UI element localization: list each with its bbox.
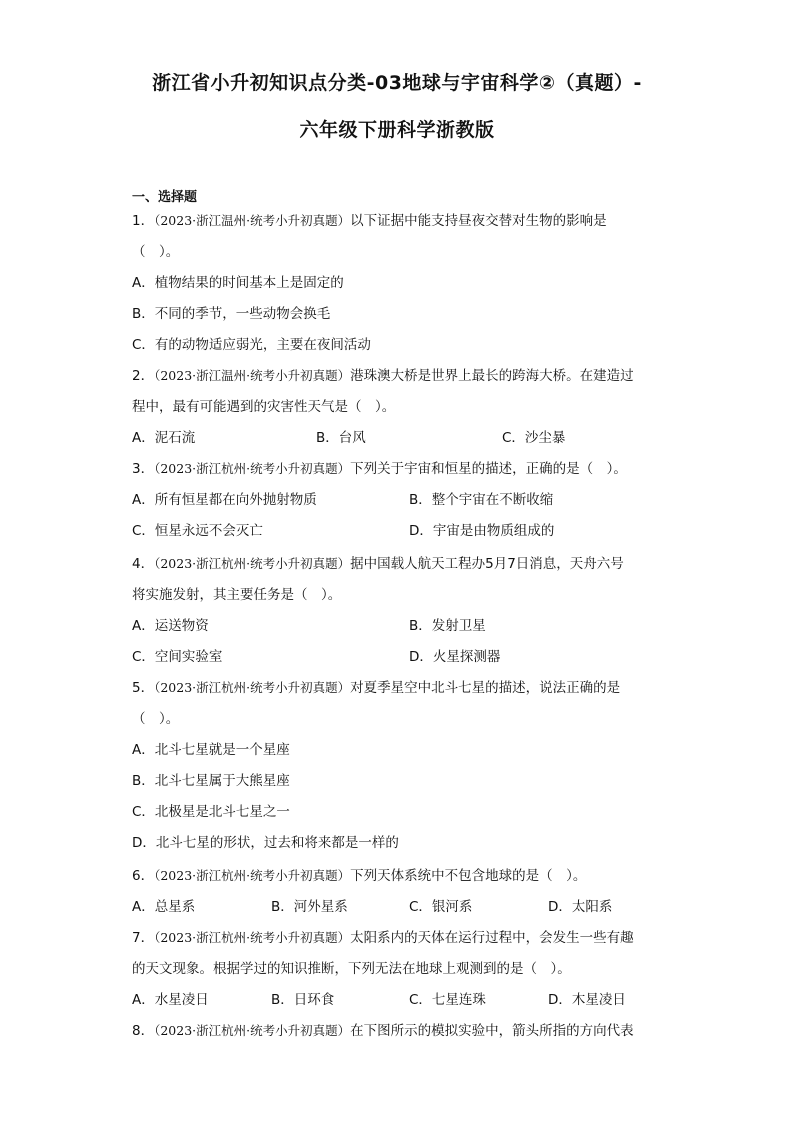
page-title-line-1: 浙江省小升初知识点分类-03地球与宇宙科学②（真题）- xyxy=(152,72,642,94)
question-7-option-c: C．七星连珠 xyxy=(409,992,486,1008)
question-2-option-a: A．泥石流 xyxy=(132,430,196,446)
question-4-option-b: B．发射卫星 xyxy=(409,618,486,634)
question-3-line-1: 3．（2023·浙江杭州·统考小升初真题）下列关于宇宙和恒星的描述，正确的是（ ）。 xyxy=(132,461,627,477)
question-6-option-d: D．太阳系 xyxy=(548,899,613,915)
question-4-option-c: C．空间实验室 xyxy=(132,649,223,665)
question-3-option-b: B．整个宇宙在不断收缩 xyxy=(409,492,554,508)
question-5-line-1: 5．（2023·浙江杭州·统考小升初真题）对夏季星空中北斗七星的描述，说法正确的是 xyxy=(132,680,621,696)
question-4-option-d: D．火星探测器 xyxy=(409,649,501,665)
question-5-option-a: A．北斗七星就是一个星座 xyxy=(132,742,290,758)
question-6-option-b: B．河外星系 xyxy=(271,899,348,915)
question-7-line-1: 7．（2023·浙江杭州·统考小升初真题）太阳系内的天体在运行过程中，会发生一些有趣 xyxy=(132,930,634,946)
question-8-line-1: 8．（2023·浙江杭州·统考小升初真题）在下图所示的模拟实验中，箭头所指的方向代表 xyxy=(132,1023,634,1039)
question-7-option-b: B．日环食 xyxy=(271,992,335,1008)
question-1-line-2: （ ）。 xyxy=(132,244,180,260)
section-heading: 一、选择题 xyxy=(132,190,198,205)
question-6-option-a: A．总星系 xyxy=(132,899,196,915)
question-5-option-b: B．北斗七星属于大熊星座 xyxy=(132,773,290,789)
question-7-option-a: A．水星凌日 xyxy=(132,992,209,1008)
question-5-option-c: C．北极星是北斗七星之一 xyxy=(132,804,290,820)
question-3-option-c: C．恒星永远不会灭亡 xyxy=(132,523,263,539)
question-3-option-d: D．宇宙是由物质组成的 xyxy=(409,523,555,539)
question-7-option-d: D．木星凌日 xyxy=(548,992,626,1008)
question-1-option-a: A．植物结果的时间基本上是固定的 xyxy=(132,275,344,291)
question-1-line-1: 1．（2023·浙江温州·统考小升初真题）以下证据中能支持昼夜交替对生物的影响是 xyxy=(132,213,607,229)
question-6-option-c: C．银河系 xyxy=(409,899,473,915)
question-4-line-1: 4．（2023·浙江杭州·统考小升初真题）据中国载人航天工程办5月7日消息，天舟六号 xyxy=(132,556,624,572)
question-7-line-2: 的天文现象。根据学过的知识推断，下列无法在地球上观测到的是（ ）。 xyxy=(132,961,571,977)
question-4-option-a: A．运送物资 xyxy=(132,618,209,634)
question-2-line-1: 2．（2023·浙江温州·统考小升初真题）港珠澳大桥是世界上最长的跨海大桥。在建造过 xyxy=(132,368,634,384)
question-4-line-2: 将实施发射，其主要任务是（ ）。 xyxy=(132,587,342,603)
question-5-line-2: （ ）。 xyxy=(132,711,180,727)
question-1-option-c: C．有的动物适应弱光，主要在夜间活动 xyxy=(132,337,371,353)
question-2-option-c: C．沙尘暴 xyxy=(502,430,566,446)
question-1-option-b: B．不同的季节，一些动物会换毛 xyxy=(132,306,331,322)
question-2-line-2: 程中，最有可能遇到的灾害性天气是（ ）。 xyxy=(132,399,396,415)
question-2-option-b: B．台风 xyxy=(316,430,366,446)
page-title-line-2: 六年级下册科学浙教版 xyxy=(299,119,495,141)
question-6-line-1: 6．（2023·浙江杭州·统考小升初真题）下列天体系统中不包含地球的是（ ）。 xyxy=(132,868,587,884)
question-5-option-d: D．北斗七星的形状，过去和将来都是一样的 xyxy=(132,835,399,851)
question-3-option-a: A．所有恒星都在向外抛射物质 xyxy=(132,492,317,508)
